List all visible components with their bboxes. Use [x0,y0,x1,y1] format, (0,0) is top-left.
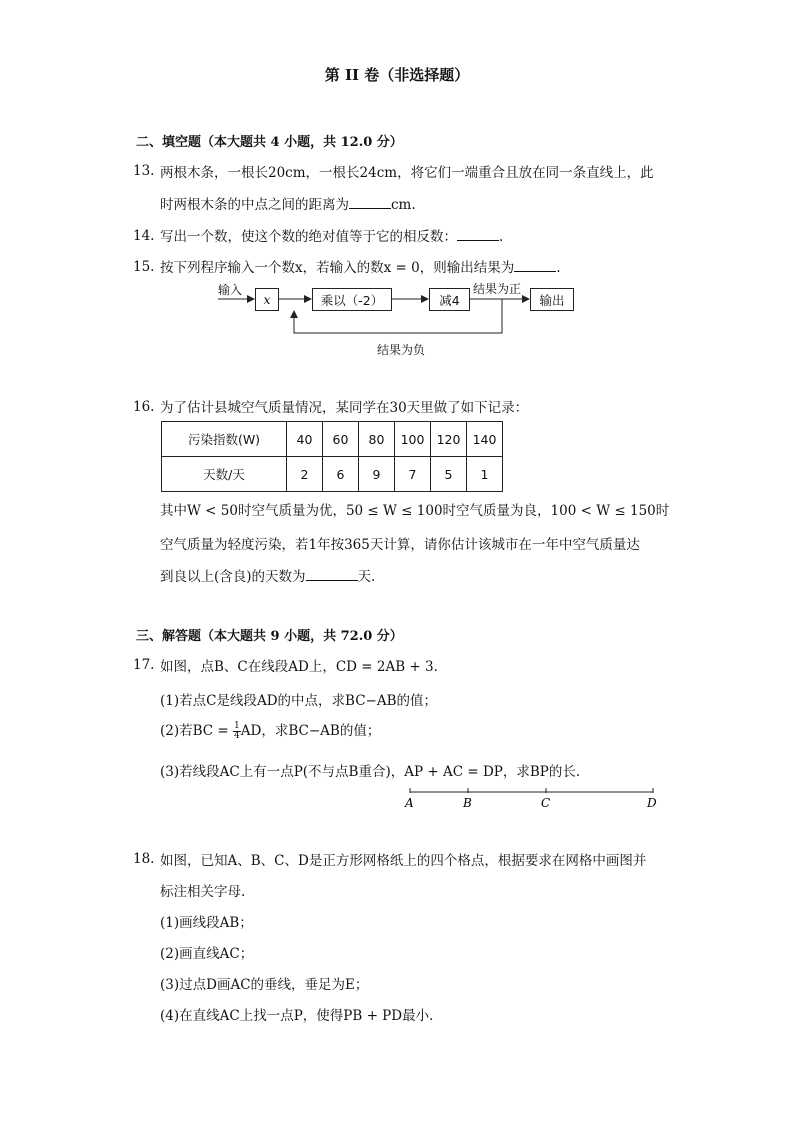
q17-part1: (1)若点C是线段AD的中点，求BC−AB的值； [160,693,438,709]
table-row [162,457,503,492]
table-cell: 140 [467,422,503,457]
table-cell: 5 [431,457,467,492]
table-header-cell: 污染指数(W) [162,422,287,457]
section-heading-fill-blank: 二、填空题（本大题共 4 小题，共 12.0 分） [136,135,403,150]
q13-line2-pre: 时两根木条的中点之间的距离为 [160,197,349,213]
point-label-d: D [647,796,657,810]
q18-part4: (4)在直线AC上找一点P，使得PB + PD最小. [160,1008,434,1024]
answer-blank[interactable] [306,568,358,581]
q16-line2: 空气质量为轻度污染，若1年按365天计算，请你估计该城市在一年中空气质量达 [160,537,640,553]
q18-part1: (1)画线段AB； [160,915,253,931]
flow-input-label: 输入 [218,283,243,297]
flowchart-arrows [0,0,794,360]
q13-line1: 两根木条，一根长20cm，一根长24cm，将它们一端重合且放在同一条直线上，此 [160,165,654,181]
q16-line3-post: 天. [357,569,376,585]
page-title: 第 II 卷（非选择题） [324,66,470,84]
point-label-c: C [541,796,551,810]
table-cell: 2 [287,457,323,492]
table-header-cell: 天数/天 [162,457,287,492]
q14-text-pre: 写出一个数，使这个数的绝对值等于它的相反数： [160,229,457,245]
point-label-a: A [405,796,414,810]
flow-box-subtract: 减4 [429,288,470,311]
q14-text-post: . [499,229,504,245]
flow-negative-label: 结果为负 [377,343,426,357]
table-cell: 7 [395,457,431,492]
q17-part3: (3)若线段AC上有一点P(不与点B重合)，AP + AC = DP，求BP的长. [160,764,581,780]
question-number: 13. [133,163,155,179]
q18-line2: 标注相关字母. [160,884,246,900]
flow-box-x: x [255,288,279,311]
table-cell: 9 [359,457,395,492]
q17-intro: 如图，点B、C在线段AD上，CD = 2AB + 3. [160,659,438,675]
table-cell: 100 [395,422,431,457]
q17-part2-pre: (2)若BC = [160,723,234,739]
question-number: 16. [133,399,155,415]
flow-box-multiply: 乘以（-2） [312,288,392,311]
q16-line3 [160,565,375,585]
question-number: 17. [133,657,155,673]
q15-text-pre: 按下列程序输入一个数x，若输入的数x = 0，则输出结果为 [160,260,515,276]
fraction-one-quarter [233,722,241,741]
question-number: 18. [133,851,155,867]
q13-line2-post: cm. [391,197,416,213]
q16-intro: 为了估计县城空气质量情况，某同学在30天里做了如下记录： [160,400,529,416]
pollution-table [161,421,503,492]
table-cell: 60 [323,422,359,457]
fraction-numerator: 1 [234,721,240,731]
question-number: 15. [133,259,155,275]
q18-line1: 如图，已知A、B、C、D是正方形网格纸上的四个格点，根据要求在网格中画图并 [160,853,647,869]
point-label-b: B [463,796,472,810]
fraction-denominator: 4 [234,731,240,741]
table-cell: 120 [431,422,467,457]
section-heading-solve: 三、解答题（本大题共 9 小题，共 72.0 分） [136,629,403,644]
table-cell: 6 [323,457,359,492]
q15-text-post: . [556,260,561,276]
q18-part3: (3)过点D画AC的垂线，垂足为E； [160,977,369,993]
q17-part2 [160,719,380,741]
flow-positive-label: 结果为正 [473,282,522,296]
q16-line1: 其中W < 50时空气质量为优，50 ≤ W ≤ 100时空气质量为良，100 < W ≤ 150时 [160,503,670,519]
q16-line3-pre: 到良以上(含良)的天数为 [160,569,306,585]
table-cell: 40 [287,422,323,457]
flow-box-output: 输出 [530,288,574,311]
question-number: 14. [133,228,155,244]
table-row [162,422,503,457]
table-cell: 1 [467,457,503,492]
q17-part2-post: AD，求BC−AB的值； [240,723,381,739]
table-cell: 80 [359,422,395,457]
q18-part2: (2)画直线AC； [160,946,254,962]
segment-ad-figure [400,786,670,810]
